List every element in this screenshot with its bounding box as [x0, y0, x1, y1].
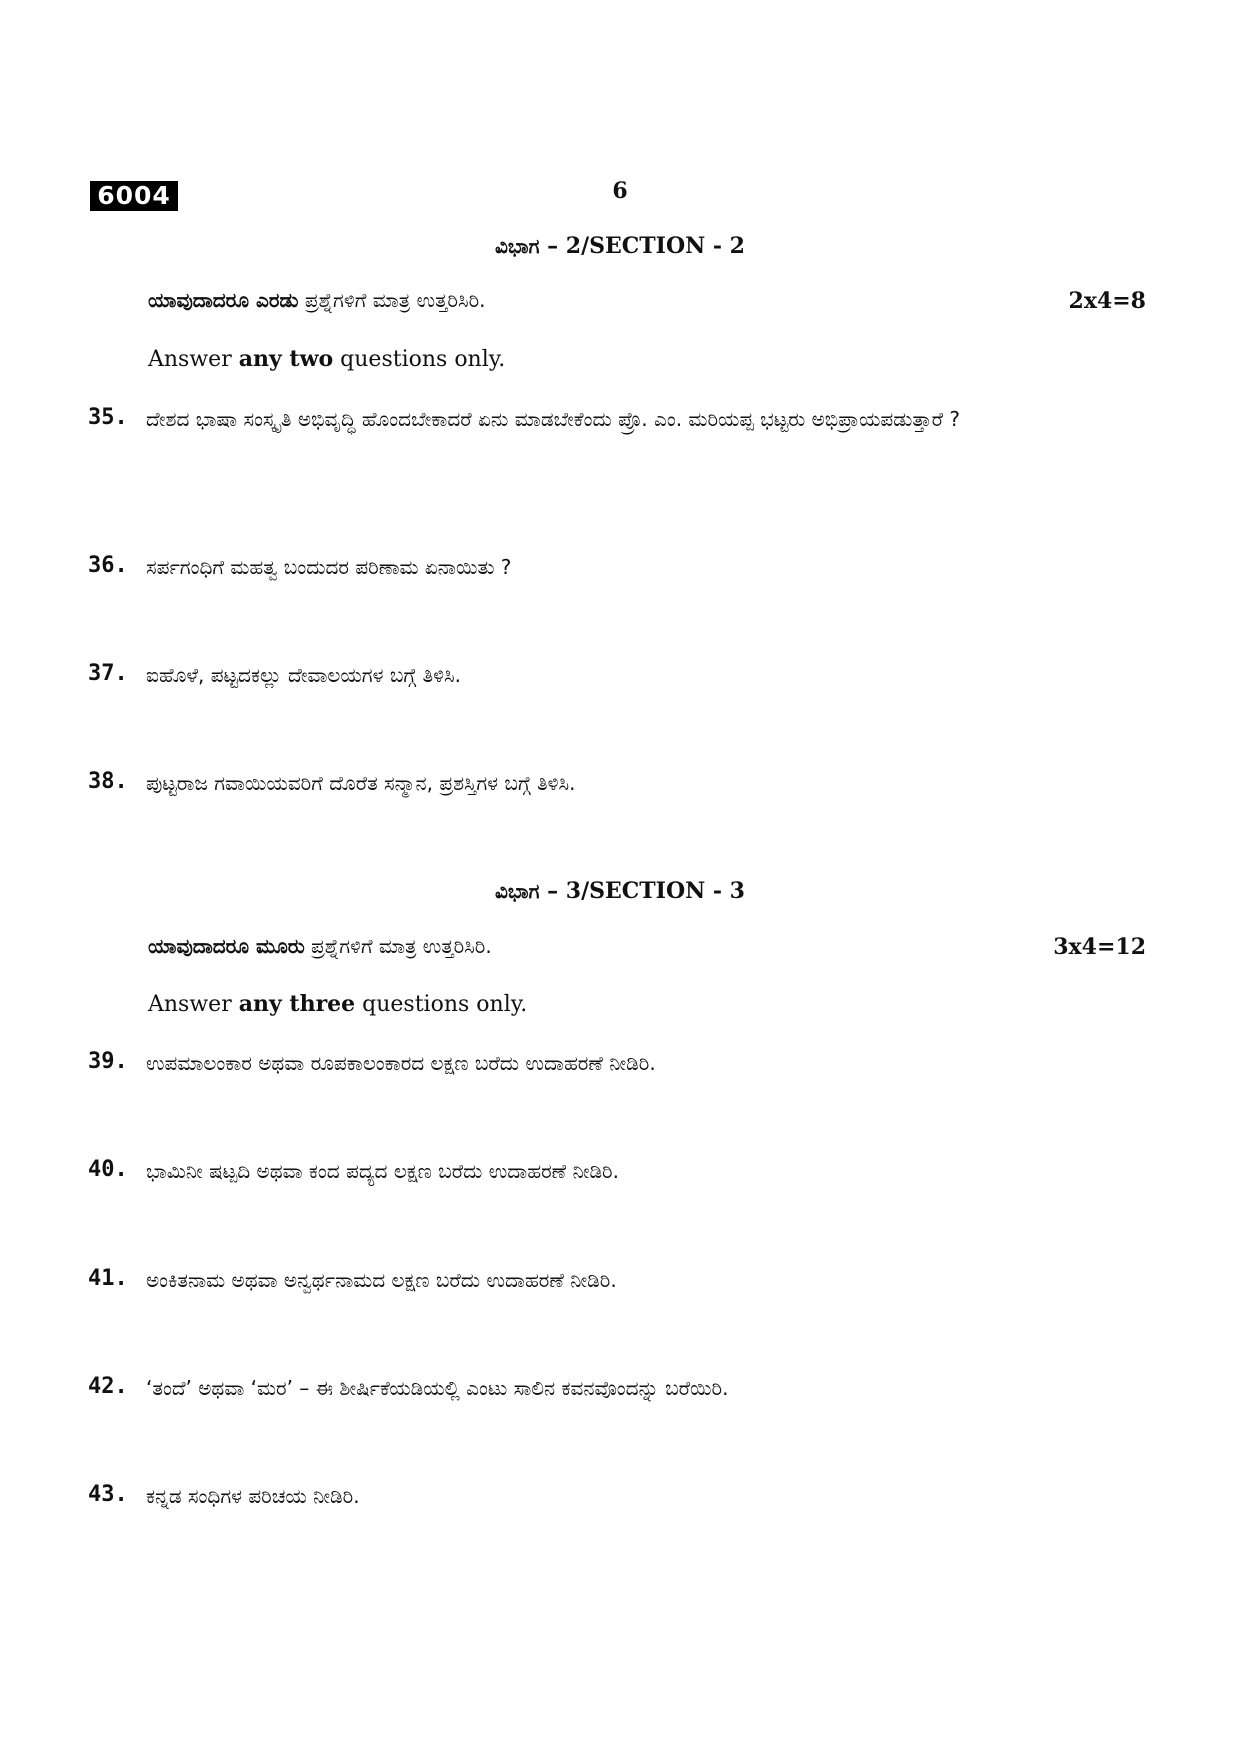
question-text: ಭಾಮಿನೀ ಷಟ್ಪದಿ ಅಥವಾ ಕಂದ ಪದ್ಯದ ಲಕ್ಷಣ ಬರೆದು ಉದಾಹರಣೆ ನೀಡಿರಿ.	[146, 1159, 619, 1183]
question-number: 37.	[88, 661, 128, 686]
instruction-kn-emphasis: ಯಾವುದಾದರೂ ಎರಡು	[148, 288, 299, 312]
section-3-marks: 3x4=12	[1053, 934, 1146, 960]
section-2-heading	[0, 233, 1240, 259]
section-3-heading	[0, 878, 1240, 904]
section-2-marks: 2x4=8	[1068, 288, 1146, 314]
page-number: 6	[612, 178, 628, 204]
instruction-en-pre: Answer	[148, 347, 239, 372]
section-heading-en: 3/SECTION - 3	[565, 878, 745, 904]
instruction-en-post: questions only.	[355, 992, 528, 1017]
section-3-instruction-kn	[148, 934, 492, 958]
question-43	[88, 1477, 1148, 1515]
instruction-kn-rest: ಪ್ರಶ್ನೆಗಳಿಗೆ ಮಾತ್ರ ಉತ್ತರಿಸಿರಿ.	[304, 934, 492, 958]
question-text: ಉಪಮಾಲಂಕಾರ ಅಥವಾ ರೂಪಕಾಲಂಕಾರದ ಲಕ್ಷಣ ಬರೆದು ಉದಾಹರಣೆ ನೀಡಿರಿ.	[146, 1051, 656, 1075]
instruction-en-pre: Answer	[148, 992, 239, 1017]
section-heading-en: 2/SECTION - 2	[565, 233, 745, 259]
section-heading-sep: –	[539, 878, 566, 904]
question-35	[88, 400, 1148, 438]
section-2-instruction-en	[148, 346, 505, 372]
question-number: 42.	[88, 1374, 128, 1399]
question-text: ಸರ್ಪಗಂಧಿಗೆ ಮಹತ್ವ ಬಂದುದರ ಪರಿಣಾಮ ಏನಾಯಿತು ?	[146, 555, 512, 579]
question-number: 38.	[88, 769, 128, 794]
instruction-kn-emphasis: ಯಾವುದಾದರೂ ಮೂರು	[148, 934, 305, 958]
instruction-en-post: questions only.	[333, 347, 506, 372]
paper-code-badge: 6004	[90, 181, 178, 211]
instruction-en-emphasis: any three	[238, 991, 356, 1017]
question-38	[88, 764, 1148, 802]
question-number: 35.	[88, 405, 128, 430]
section-heading-sep: –	[539, 233, 566, 259]
question-36	[88, 548, 1148, 586]
instruction-en-emphasis: any two	[238, 346, 334, 372]
section-heading-kn: ವಿಭಾಗ	[495, 234, 540, 258]
question-42	[88, 1369, 1148, 1407]
section-heading-kn: ವಿಭಾಗ	[495, 879, 540, 903]
question-37	[88, 656, 1148, 694]
question-number: 40.	[88, 1157, 128, 1182]
question-text: ‘ತಂದೆ’ ಅಥವಾ ‘ಮರ’ – ಈ ಶೀರ್ಷಿಕೆಯಡಿಯಲ್ಲಿ ಎಂಟು ಸಾಲಿನ ಕವನವೊಂದನ್ನು ಬರೆಯಿರಿ.	[146, 1376, 729, 1400]
question-41	[88, 1261, 1148, 1299]
question-40	[88, 1152, 1148, 1190]
section-3-instruction-en	[148, 991, 527, 1017]
question-number: 41.	[88, 1266, 128, 1291]
question-39	[88, 1044, 1148, 1082]
question-text: ಅಂಕಿತನಾಮ ಅಥವಾ ಅನ್ವರ್ಥನಾಮದ ಲಕ್ಷಣ ಬರೆದು ಉದಾಹರಣೆ ನೀಡಿರಿ.	[146, 1268, 617, 1292]
question-text: ಕನ್ನಡ ಸಂಧಿಗಳ ಪರಿಚಯ ನೀಡಿರಿ.	[146, 1484, 360, 1508]
instruction-kn-rest: ಪ್ರಶ್ನೆಗಳಿಗೆ ಮಾತ್ರ ಉತ್ತರಿಸಿರಿ.	[298, 288, 486, 312]
question-text: ಪುಟ್ಟರಾಜ ಗವಾಯಿಯವರಿಗೆ ದೊರೆತ ಸನ್ಮಾನ, ಪ್ರಶಸ್ತಿಗಳ ಬಗ್ಗೆ ತಿಳಿಸಿ.	[146, 771, 576, 795]
question-text: ದೇಶದ ಭಾಷಾ ಸಂಸ್ಕೃತಿ ಅಭಿವೃದ್ಧಿ ಹೊಂದಬೇಕಾದರೆ ಏನು ಮಾಡಬೇಕೆಂದು ಪ್ರೊ. ಎಂ. ಮರಿಯಪ್ಪ ಭಟ್ಟರು ಅಭಿಪ್ರಾಯಪಡುತ್ತಾರೆ ?	[146, 407, 961, 431]
question-number: 39.	[88, 1049, 128, 1074]
question-number: 36.	[88, 553, 128, 578]
section-2-instruction-kn	[148, 288, 486, 312]
question-number: 43.	[88, 1482, 128, 1507]
question-text: ಐಹೊಳೆ, ಪಟ್ಟದಕಲ್ಲು ದೇವಾಲಯಗಳ ಬಗ್ಗೆ ತಿಳಿಸಿ.	[146, 663, 461, 687]
